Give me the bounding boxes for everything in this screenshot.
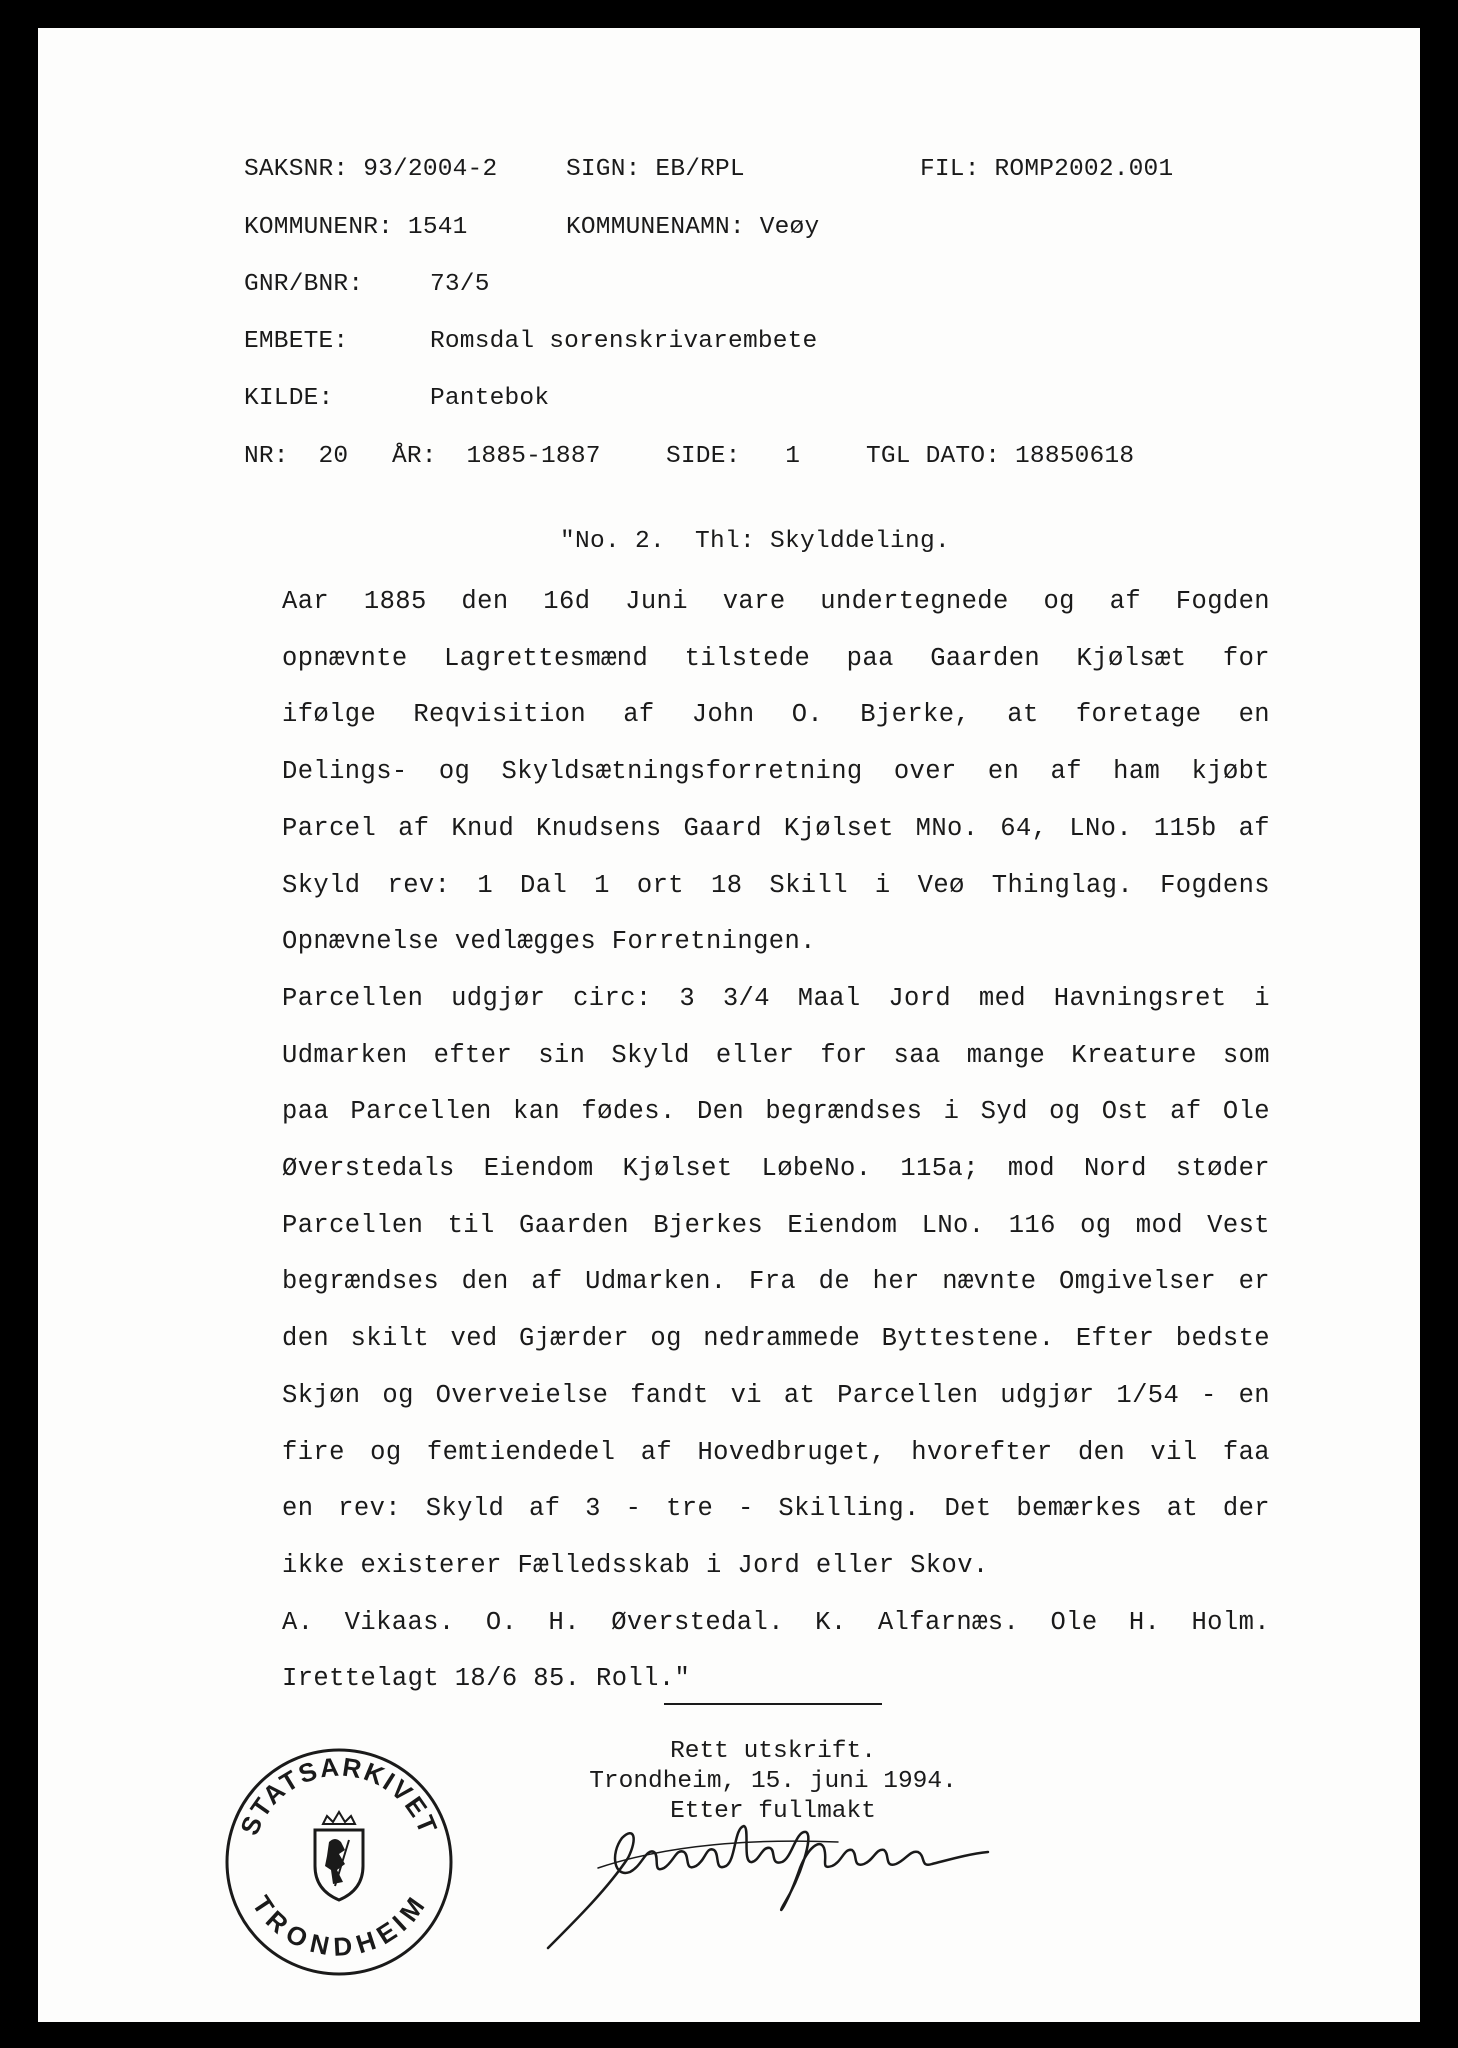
body-line: begrændses den af Udmarken. Fra de her nævnte Omgivelser er <box>282 1267 1270 1297</box>
body-line: Irettelagt 18/6 85. Roll." <box>282 1664 691 1694</box>
body-line: opnævnte Lagrettesmænd tilstede paa Gaarden Kjølsæt for <box>282 643 1270 673</box>
cert-line-3: Etter fullmakt <box>670 1798 876 1825</box>
body-line: paa Parcellen kan fødes. Den begrændses i Syd og Ost af Ole <box>282 1097 1270 1127</box>
body-text <box>282 574 1270 1708</box>
body-line: Øverstedals Eiendom Kjølset LøbeNo. 115a; mod Nord støder <box>282 1154 1270 1184</box>
body-line: Parcellen udgjør circ: 3 3/4 Maal Jord med Havningsret i <box>282 983 1270 1013</box>
gnr-value: 73/5 <box>430 271 490 298</box>
body-line: A. Vikaas. O. H. Øverstedal. K. Alfarnæs. Ole H. Holm. <box>282 1607 1270 1637</box>
body-line: Parcellen til Gaarden Bjerkes Eiendom LNo. 116 og mod Vest <box>282 1210 1270 1240</box>
body-line: fire og femtiendedel af Hovedbruget, hvorefter den vil faa <box>282 1437 1270 1467</box>
side: SIDE: 1 <box>666 443 801 470</box>
gnr-label: GNR/BNR: <box>244 271 364 298</box>
stamp-top-text: STATSARKIVET <box>234 1751 444 1840</box>
body-line: ikke existerer Fælledsskab i Jord eller Skov. <box>282 1550 989 1580</box>
signature <box>538 1808 1058 1958</box>
kilde-value: Pantebok <box>430 385 550 412</box>
cert-line-2: Trondheim, 15. juni 1994. <box>589 1768 957 1795</box>
body-line: Opnævnelse vedlægges Forretningen. <box>282 927 816 957</box>
coat-of-arms-icon <box>315 1812 363 1900</box>
statsarkivet-stamp <box>223 1746 455 1978</box>
tgl-dato: TGL DATO: 18850618 <box>866 443 1135 470</box>
body-line: ifølge Reqvisition af John O. Bjerke, at foretage en <box>282 700 1270 730</box>
kommunenamn: KOMMUNENAMN: Veøy <box>566 214 820 241</box>
embete-value: Romsdal sorenskrivarembete <box>430 328 818 355</box>
stamp-bottom-text: TRONDHEIM <box>246 1890 432 1962</box>
saksnr: SAKSNR: 93/2004-2 <box>244 156 498 183</box>
body-line: Parcel af Knud Knudsens Gaard Kjølset MNo. 64, LNo. 115b af <box>282 813 1270 843</box>
svg-text:STATSARKIVET <box>234 1752 444 1840</box>
body-line: Delings- og Skyldsætningsforretning over en af ham kjøbt <box>282 757 1270 787</box>
document-title: "No. 2. Thl: Skylddeling. <box>560 528 951 555</box>
document-page <box>38 28 1420 2022</box>
body-line: Aar 1885 den 16d Juni vare undertegnede og af Fogden <box>282 587 1270 616</box>
body-line: en rev: Skyld af 3 - tre - Skilling. Det bemærkes at der <box>282 1494 1270 1524</box>
sign: SIGN: EB/RPL <box>566 156 745 183</box>
body-line: den skilt ved Gjærder og nedrammede Byttestene. Efter bedste <box>282 1324 1270 1354</box>
aar: ÅR: 1885-1887 <box>392 443 601 470</box>
embete-label: EMBETE: <box>244 328 349 355</box>
body-line: Skyld rev: 1 Dal 1 ort 18 Skill i Veø Thinglag. Fogdens <box>282 870 1270 900</box>
nr: NR: 20 <box>244 443 349 470</box>
kommunenr: KOMMUNENR: 1541 <box>244 214 468 241</box>
cert-line-1: Rett utskrift. <box>670 1738 876 1765</box>
body-line: Skjøn og Overveielse fandt vi at Parcellen udgjør 1/54 - en <box>282 1380 1270 1410</box>
separator-rule <box>664 1703 882 1705</box>
body-line: Udmarken efter sin Skyld eller for saa mange Kreature som <box>282 1040 1270 1070</box>
fil: FIL: ROMP2002.001 <box>920 156 1174 183</box>
kilde-label: KILDE: <box>244 385 334 412</box>
